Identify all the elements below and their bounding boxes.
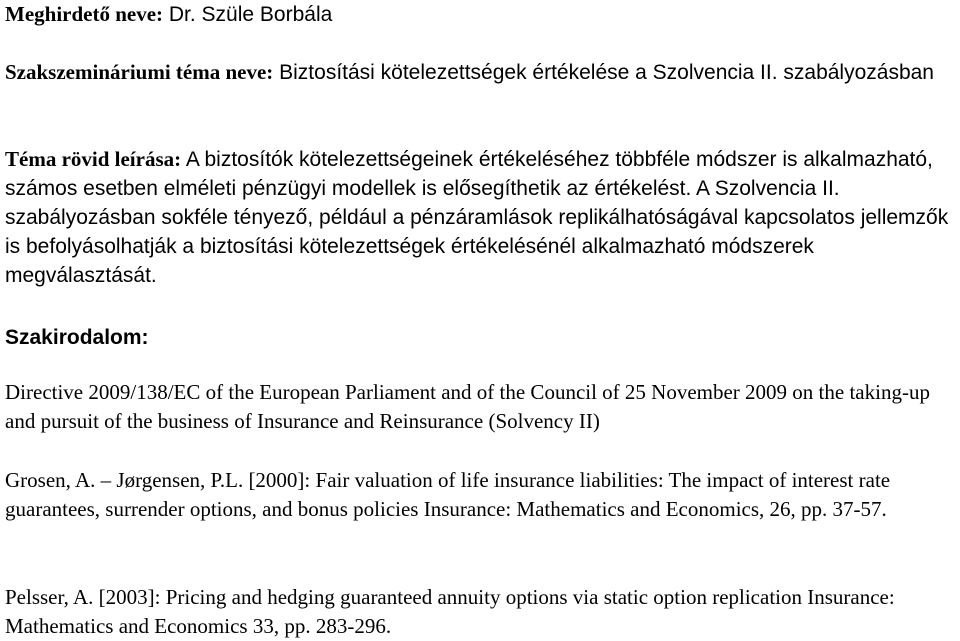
topic-label: Szakszemináriumi téma neve: <box>5 60 274 84</box>
reference-item: Pelsser, A. [2003]: Pricing and hedging guaranteed annuity options via static option replication Insurance: Mathematics and Economics 33, pp. 283-296. <box>5 585 895 638</box>
description-text: A biztosítók kötelezettségeinek értékeléséhez többféle módszer is alkalmazható, számos esetben elméleti pénzügyi modellek is elősegíthetik az értékelést. A Szolvencia II. szabályozásban sokféle tényező, például a pénzáramlások replikálhatóságával kapcsolatos jellemzők is befolyásolhatják a biztosítási kötelezettségek értékelésénél alkalmazható módszerek megválasztását. <box>5 148 949 287</box>
advertiser-name: Dr. Szüle Borbála <box>163 3 333 26</box>
reference-item: Directive 2009/138/EC of the European Parliament and of the Council of 25 November 2009 on the taking-up and pursuit of the business of Insurance and Reinsurance (Solvency II) <box>5 380 930 433</box>
advertiser-label: Meghirdető neve: <box>5 2 164 26</box>
topic-title: Biztosítási kötelezettségek értékelése a Szolvencia II. szabályozásban <box>273 61 934 84</box>
topic-line <box>5 58 955 87</box>
description-label: Téma rövid leírása: <box>5 147 182 171</box>
literature-heading: Szakirodalom: <box>5 326 149 349</box>
description-block <box>5 145 955 290</box>
advertiser-line <box>5 0 332 29</box>
reference-item: Grosen, A. – Jørgensen, P.L. [2000]: Fair valuation of life insurance liabilities: The impact of interest rate guarantees, surrender options, and bonus policies Insurance: Mathematics and Economics, 26, pp. 37-57. <box>5 468 891 521</box>
